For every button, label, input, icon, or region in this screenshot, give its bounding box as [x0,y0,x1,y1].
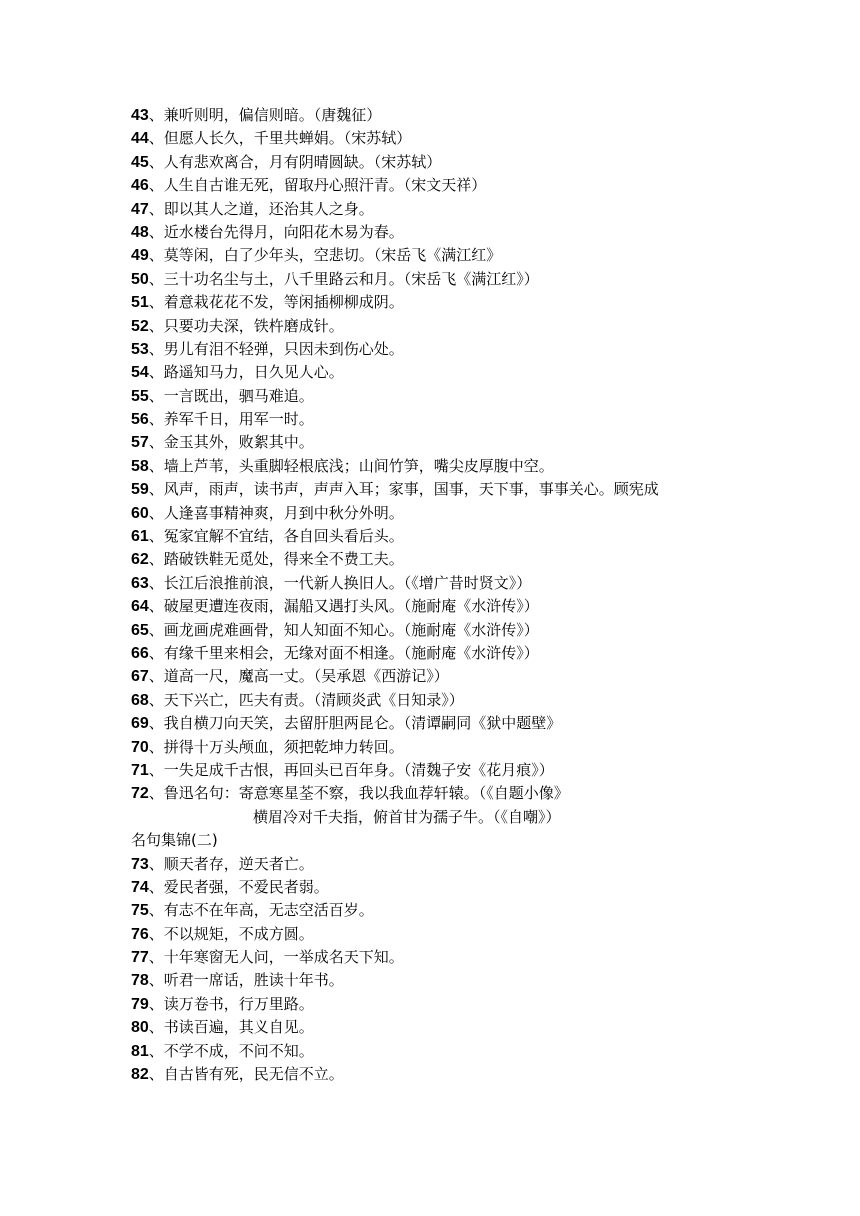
quote-text: 、男儿有泪不轻弹，只因未到伤心处。 [148,339,404,358]
quote-text: 、自古皆有死，民无信不立。 [148,1065,344,1084]
quote-text: 、有缘千里来相会，无缘对面不相逢。（施耐庵《水浒传》） [148,644,539,662]
quote-text: 、不学不成，不问不知。 [148,1041,314,1060]
quote-line [131,361,741,384]
quote-line [131,151,741,174]
quote-line [131,385,741,408]
quote-line [131,338,741,361]
quote-number: 72 [131,785,149,803]
quote-line [131,689,741,712]
quote-number: 50 [131,270,149,288]
quote-text: 、道高一尺，魔高一丈。（吴承恩《西游记》） [148,667,449,686]
quote-number: 46 [131,177,149,195]
quote-text: 、天下兴亡，匹夫有责。（清顾炎武《日知录》） [148,690,464,709]
quote-number: 82 [131,1066,149,1084]
quote-number: 75 [131,902,149,920]
quote-text: 、风声，雨声，读书声，声声入耳；家事，国事，天下事，事事关心。顾宪成 [148,480,659,499]
quote-line [131,525,741,548]
quote-number: 69 [131,715,149,733]
quote-number: 51 [131,294,149,312]
quote-number: 66 [131,645,149,662]
quote-line [131,736,741,759]
quote-text: 、有志不在年高，无志空活百岁。 [148,901,374,920]
quote-line [131,455,741,478]
quote-number: 68 [131,691,149,709]
quote-line [131,899,741,922]
quote-number: 62 [131,551,149,569]
quote-number: 53 [131,340,149,358]
quote-line [131,198,741,221]
quote-text: 、一失足成千古恨，再回头已百年身。（清魏子安《花月痕》） [148,760,554,779]
quote-number: 78 [131,972,149,990]
quote-text: 、十年寒窗无人问，一举成名天下知。 [148,948,404,967]
quote-line [131,127,741,150]
quote-number: 67 [131,668,149,686]
quote-line [131,548,741,571]
quote-line [131,291,741,314]
quote-line [131,665,741,688]
quote-text: 、爱民者强，不爱民者弱。 [148,877,329,896]
quote-number: 63 [131,574,149,592]
quote-line [131,1040,741,1063]
quote-text: 、书读百遍，其义自见。 [148,1018,314,1037]
quote-text: 、我自横刀向天笑，去留肝胆两昆仑。（清谭嗣同《狱中题壁》 [148,714,562,733]
quote-text: 、拼得十万头颅血，须把乾坤力转回。 [148,737,404,756]
quote-number: 58 [131,457,149,475]
quote-line-continuation: 横眉冷对千夫指，俯首甘为孺子牛。（《自嘲》） [253,807,561,826]
quote-text: 、冤家宜解不宜结，各自回头看后头。 [148,527,404,546]
quote-text: 、画龙画虎难画骨，知人知面不知心。（施耐庵《水浒传》） [148,620,539,639]
quote-text: 、养军千日，用军一时。 [148,410,314,429]
quote-line [131,759,741,782]
quote-line [131,174,741,197]
quote-text: 、鲁迅名句：寄意寒星荃不察，我以我血荐轩辕。（《自题小像》 [148,784,569,803]
quote-text: 、顺天者存，逆天者亡。 [148,854,314,873]
quote-text: 、一言既出，驷马难追。 [148,386,314,405]
quote-text: 、墙上芦苇，头重脚轻根底浅；山间竹笋，嘴尖皮厚腹中空。 [148,456,554,475]
quote-line [131,268,741,291]
quote-number: 48 [131,223,149,241]
quote-number: 61 [131,528,149,546]
quote-number: 52 [131,317,149,335]
quote-line [131,923,741,946]
quote-line [131,595,741,618]
quote-text: 、着意栽花花不发，等闲插柳柳成阴。 [148,293,404,312]
quote-text: 、莫等闲，白了少年头，空悲切。（宋岳飞《满江红》 [148,246,502,265]
quote-number: 74 [131,878,149,896]
quote-text: 、读万卷书，行万里路。 [148,994,314,1013]
quote-text: 、破屋更遭连夜雨，漏船又遇打头风。（施耐庵《水浒传》） [148,597,539,616]
quote-number: 70 [131,738,149,756]
section-title: 名句集锦(二) [131,831,218,850]
quote-text: 、三十功名尘与土，八千里路云和月。（宋岳飞《满江红》） [148,269,539,288]
quote-line [131,969,741,992]
quote-number: 55 [131,387,149,405]
quote-line [131,712,741,735]
quote-line [131,1016,741,1039]
quote-number: 47 [131,200,149,218]
quote-line [131,853,741,876]
quote-line [131,619,741,642]
quote-number: 65 [131,621,149,639]
quote-number: 56 [131,411,149,429]
quote-text: 、人有悲欢离合，月有阴晴圆缺。（宋苏轼） [148,152,442,171]
quote-number: 79 [131,995,149,1013]
quote-line [131,104,741,127]
quote-number: 54 [131,364,149,382]
quote-number: 45 [131,153,149,171]
quote-line [131,431,741,454]
quote-text: 、近水楼台先得月，向阳花木易为春。 [148,222,404,241]
quote-text: 、金玉其外，败絮其中。 [148,433,314,452]
quote-number: 81 [131,1042,149,1060]
quote-text: 、兼听则明，偏信则暗。（唐魏征） [148,106,382,124]
quote-number: 64 [131,598,149,616]
quote-number: 60 [131,504,149,522]
quote-text: 、即以其人之道，还治其人之身。 [148,199,374,218]
quote-text: 、长江后浪推前浪，一代新人换旧人。（《增广昔时贤文》） [148,573,532,592]
quote-number: 44 [131,130,149,148]
quote-number: 57 [131,434,149,452]
quote-line [131,244,741,267]
quote-number: 77 [131,949,149,967]
quote-line [131,993,741,1016]
quote-text: 、听君一席话，胜读十年书。 [148,971,344,990]
quote-line [131,478,741,501]
quote-number: 49 [131,247,149,265]
quote-text: 、不以规矩，不成方圆。 [148,924,314,943]
quote-line [131,946,741,969]
quote-line [131,408,741,431]
quote-line [131,221,741,244]
quote-number: 71 [131,761,149,779]
quote-number: 76 [131,925,149,943]
quote-line [131,1063,741,1086]
document-page [131,104,741,1086]
quote-line [131,572,741,595]
quote-number: 80 [131,1019,149,1037]
quote-text: 、人生自古谁无死，留取丹心照汗青。（宋文天祥） [148,176,487,195]
quote-text: 、路遥知马力，日久见人心。 [148,363,344,382]
quote-text: 、踏破铁鞋无觅处，得来全不费工夫。 [148,550,404,569]
quote-number: 59 [131,481,149,499]
quote-number: 73 [131,855,149,873]
quote-line [131,876,741,899]
quote-line [131,502,741,525]
quote-line [131,642,741,665]
quote-text: 、只要功夫深，铁杵磨成针。 [148,316,344,335]
quote-line [131,782,741,805]
quote-text: 、但愿人长久，千里共蝉娟。（宋苏轼） [148,129,412,148]
quote-line [131,315,741,338]
quote-number: 43 [131,107,149,124]
quote-text: 、人逢喜事精神爽，月到中秋分外明。 [148,503,404,522]
